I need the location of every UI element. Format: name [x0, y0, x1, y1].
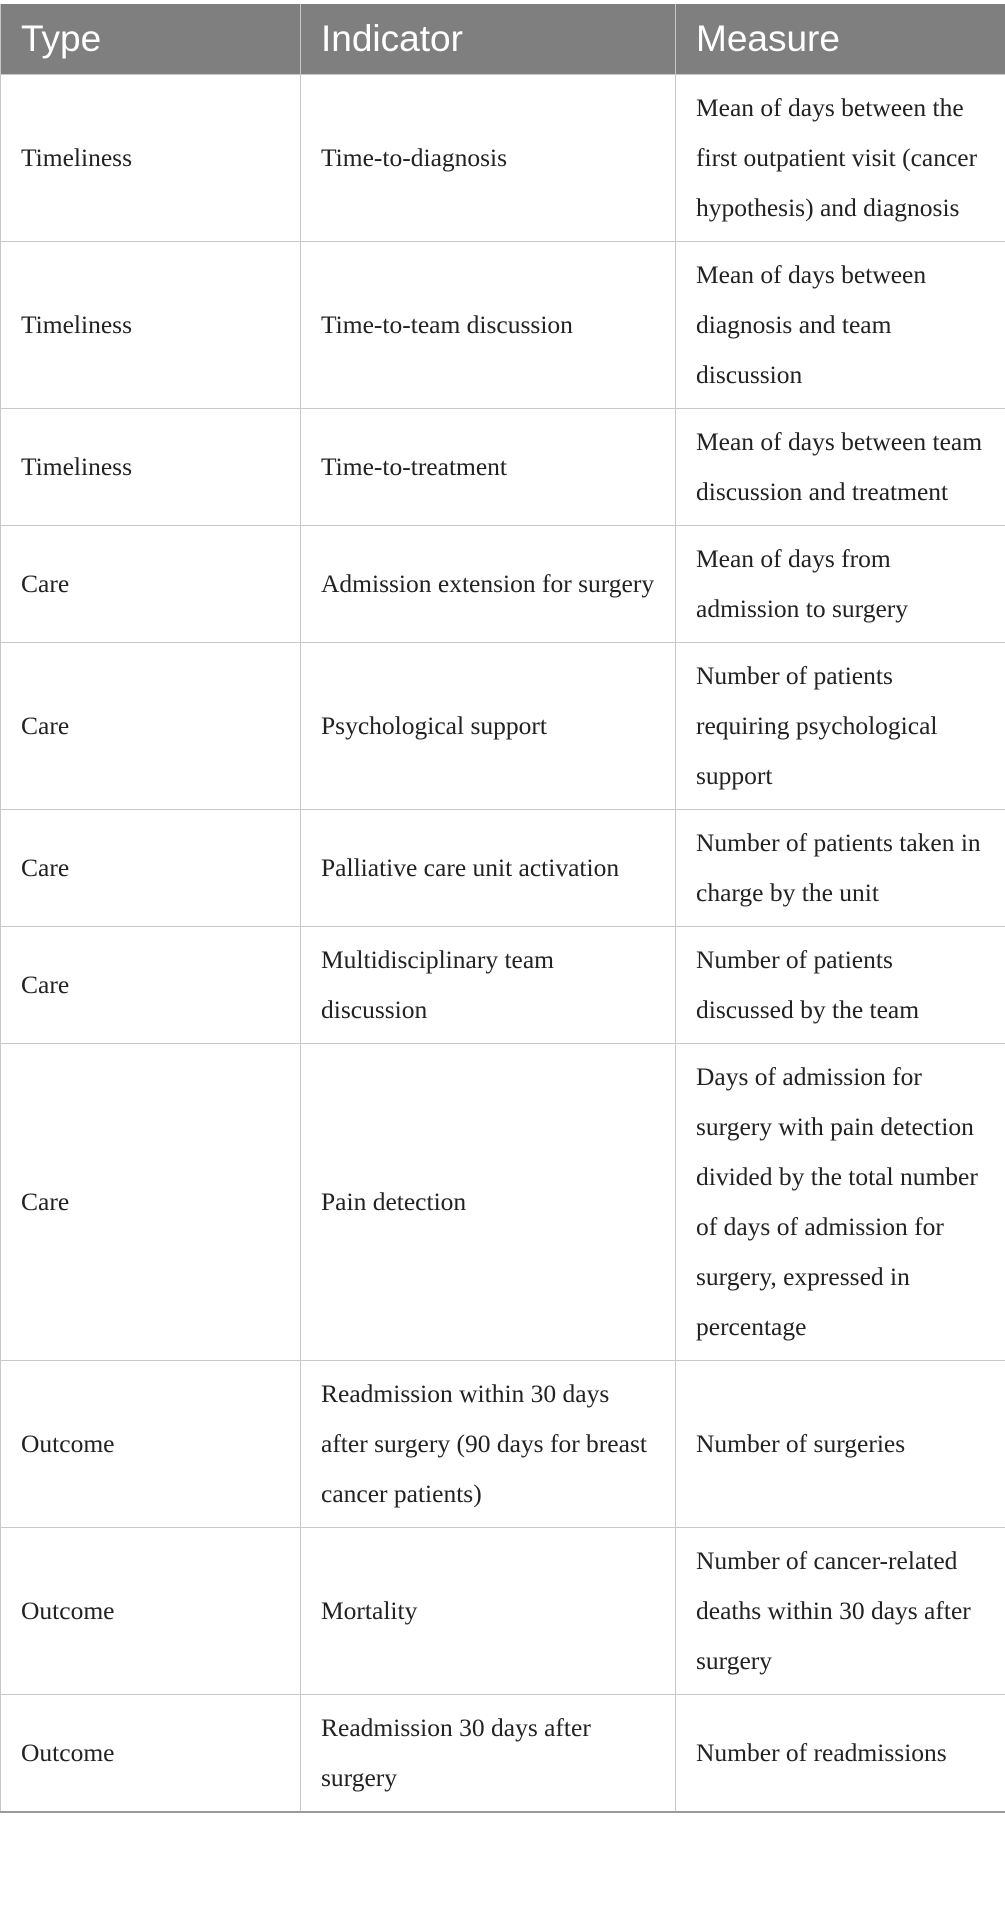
cell-measure: Mean of days from admission to surgery [676, 525, 1005, 642]
table-row [1, 926, 1005, 1043]
cell-indicator: Time-to-treatment [301, 408, 676, 525]
cell-type: Care [1, 1043, 301, 1360]
cell-indicator: Admission extension for surgery [301, 525, 676, 642]
cell-measure: Mean of days between the first outpatient visit (cancer hypothesis) and diagnosis [676, 74, 1005, 241]
table-row [1, 525, 1005, 642]
table-header [1, 4, 1005, 74]
indicators-table-container [0, 4, 1005, 1813]
table-row [1, 809, 1005, 926]
cell-indicator: Multidisciplinary team discussion [301, 926, 676, 1043]
cell-type: Care [1, 809, 301, 926]
table-row [1, 1360, 1005, 1527]
cell-measure: Number of cancer-related deaths within 30 days after surgery [676, 1527, 1005, 1694]
cell-type: Care [1, 525, 301, 642]
cell-type: Care [1, 642, 301, 809]
table-row [1, 1043, 1005, 1360]
table-row [1, 642, 1005, 809]
cell-measure: Number of patients requiring psychological support [676, 642, 1005, 809]
cell-indicator: Palliative care unit activation [301, 809, 676, 926]
header-indicator: Indicator [301, 4, 676, 74]
header-measure: Measure [676, 4, 1005, 74]
cell-measure: Mean of days between diagnosis and team discussion [676, 241, 1005, 408]
cell-indicator: Readmission 30 days after surgery [301, 1694, 676, 1812]
cell-indicator: Psychological support [301, 642, 676, 809]
cell-indicator: Readmission within 30 days after surgery (90 days for breast cancer patients) [301, 1360, 676, 1527]
indicators-table [0, 4, 1005, 1813]
cell-measure: Number of patients taken in charge by the unit [676, 809, 1005, 926]
table-row [1, 1527, 1005, 1694]
cell-type: Timeliness [1, 241, 301, 408]
cell-type: Care [1, 926, 301, 1043]
cell-measure: Number of patients discussed by the team [676, 926, 1005, 1043]
cell-indicator: Time-to-team discussion [301, 241, 676, 408]
cell-measure: Number of readmissions [676, 1694, 1005, 1812]
cell-indicator: Time-to-diagnosis [301, 74, 676, 241]
cell-type: Outcome [1, 1527, 301, 1694]
cell-measure: Days of admission for surgery with pain detection divided by the total number of days of admission for surgery, expressed in percentage [676, 1043, 1005, 1360]
cell-type: Outcome [1, 1694, 301, 1812]
header-row [1, 4, 1005, 74]
cell-type: Timeliness [1, 408, 301, 525]
table-row [1, 1694, 1005, 1812]
cell-type: Timeliness [1, 74, 301, 241]
table-body [1, 74, 1005, 1812]
cell-measure: Mean of days between team discussion and treatment [676, 408, 1005, 525]
cell-indicator: Mortality [301, 1527, 676, 1694]
cell-type: Outcome [1, 1360, 301, 1527]
table-row [1, 74, 1005, 241]
table-row [1, 241, 1005, 408]
cell-measure: Number of surgeries [676, 1360, 1005, 1527]
header-type: Type [1, 4, 301, 74]
cell-indicator: Pain detection [301, 1043, 676, 1360]
table-row [1, 408, 1005, 525]
